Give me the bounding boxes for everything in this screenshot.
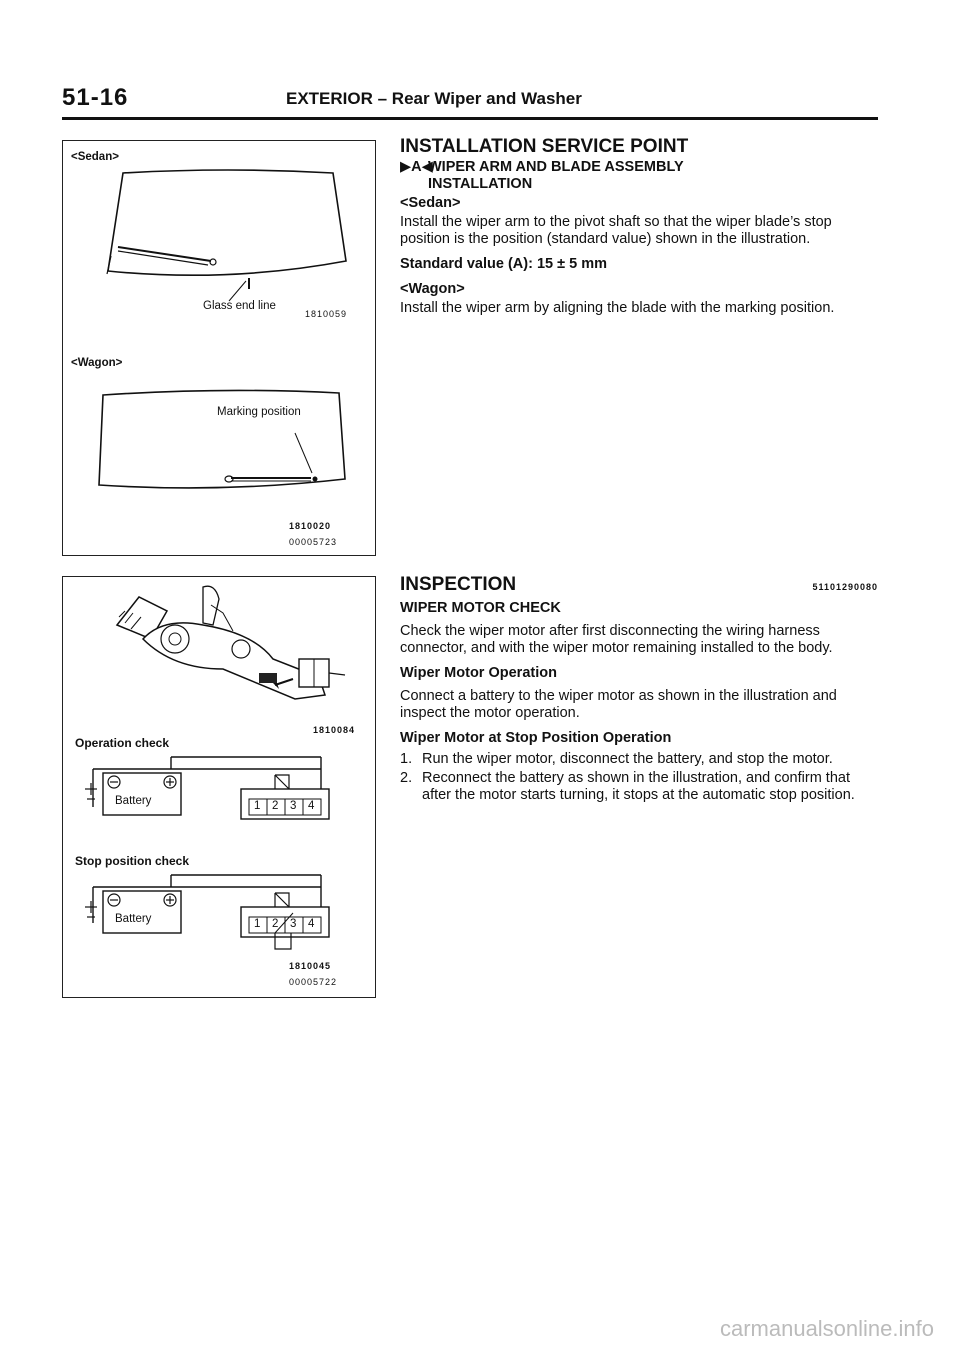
installation-wagon-text: Install the wiper arm by aligning the blade with the marking position.: [400, 300, 835, 316]
installation-title: INSTALLATION SERVICE POINT: [400, 136, 689, 157]
step-text: Reconnect the battery as shown in the illustration, and confirm that after the motor starts turning, it stops at the automatic stop position.: [422, 770, 855, 803]
installation-wagon-label: <Wagon>: [400, 281, 465, 297]
wiper-position-figure: [62, 140, 376, 556]
inspection-section: [400, 576, 878, 804]
motor-figure-code-1: 1810045: [289, 961, 332, 971]
motor-operation-text: Connect a battery to the wiper motor as shown in the illustration and inspect the motor operation.: [400, 688, 837, 721]
wiper-motor-check-figure: [62, 576, 376, 998]
inspection-code: 51101290080: [812, 582, 878, 592]
figure-code-2: 00005723: [289, 537, 338, 547]
inspection-heading-row: [400, 576, 878, 596]
battery-label: Battery: [115, 795, 152, 807]
installation-sedan-label: <Sedan>: [400, 195, 461, 211]
step-number: 2.: [400, 770, 413, 786]
step-number: 1.: [400, 751, 413, 767]
terminal-2-label: 2: [272, 800, 279, 812]
service-point-marker: ▶A◀: [400, 159, 433, 175]
terminal-4-label: 4: [308, 800, 315, 812]
header-rule: [62, 117, 878, 120]
page-number: 51-16: [62, 84, 129, 111]
terminal-4-label: 4: [308, 918, 315, 930]
installation-sedan-text: Install the wiper arm to the pivot shaft so that the wiper blade’s stop position is the position (standard value) shown in the illustration.: [400, 214, 832, 247]
terminal-labels-stop: [254, 918, 334, 930]
wagon-figure-label: <Wagon>: [71, 357, 123, 369]
terminal-labels: [254, 800, 334, 812]
installation-subtitle-line2: INSTALLATION: [428, 176, 533, 192]
installation-subtitle: [400, 159, 878, 176]
installation-subtitle-line1: WIPER ARM AND BLADE ASSEMBLY: [428, 159, 684, 175]
step-item: [400, 751, 878, 768]
motor-figure-code: 1810084: [313, 725, 356, 735]
battery-label-stop: Battery: [115, 913, 152, 925]
step-text: Run the wiper motor, disconnect the battery, and stop the motor.: [422, 751, 833, 767]
motor-operation-heading: Wiper Motor Operation: [400, 665, 557, 681]
terminal-3-label: 3: [290, 918, 297, 930]
terminal-1-label: 1: [254, 918, 261, 930]
wiper-motor-check-heading: WIPER MOTOR CHECK: [400, 600, 561, 616]
sedan-figure-label: <Sedan>: [71, 151, 119, 163]
sedan-windshield-illustration: [63, 141, 375, 555]
watermark: carmanualsonline.info: [719, 1316, 934, 1341]
operation-check-label: Operation check: [75, 736, 170, 750]
terminal-3-label: 3: [290, 800, 297, 812]
step-item: [400, 770, 878, 804]
marking-position-label: Marking position: [217, 406, 301, 418]
motor-figure-code-2: 00005722: [289, 977, 338, 987]
standard-value: Standard value (A): 15 ± 5 mm: [400, 256, 607, 272]
inspection-intro: Check the wiper motor after first disconnecting the wiring harness connector, and with the wiper motor remaining installed to the body.: [400, 623, 833, 656]
wiper-motor-illustration: [63, 577, 375, 997]
terminal-1-label: 1: [254, 800, 261, 812]
glass-end-line-label: Glass end line: [203, 300, 276, 312]
stop-position-check-label: Stop position check: [75, 854, 190, 868]
installation-section: [400, 138, 878, 317]
figure-code-1: 1810020: [289, 521, 332, 531]
inspection-title: INSPECTION: [400, 574, 517, 595]
page-title: EXTERIOR – Rear Wiper and Washer: [286, 89, 582, 108]
terminal-2-label: 2: [272, 918, 279, 930]
sedan-figure-code: 1810059: [305, 309, 348, 319]
stop-position-heading: Wiper Motor at Stop Position Operation: [400, 730, 672, 746]
